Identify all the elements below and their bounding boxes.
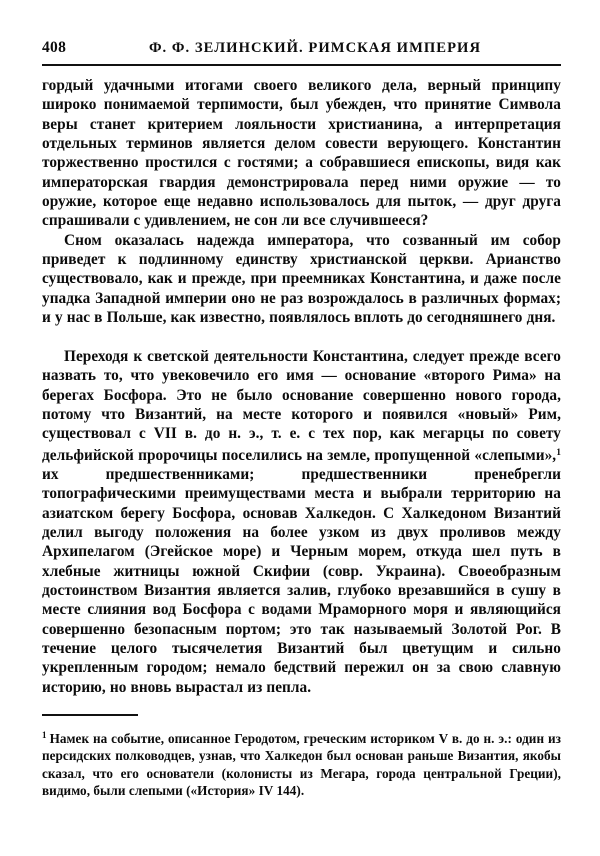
paragraph-2: Сном оказалась надежда императора, что созванный им собор приведет к подлинному единству христианской церкви. Арианство существовало, как и прежде, при преемниках Константина, и даже после упадка Западной империи оно не раз возрождалось в различных формах; и у нас в Польше, как известно, появлялось вплоть до сегодняшнего дня. [42,231,561,327]
running-title: Ф. Ф. ЗЕЛИНСКИЙ. РИМСКАЯ ИМПЕРИЯ [148,40,482,56]
header-divider-rule [42,64,561,66]
footnote-reference-1[interactable]: 1 [556,447,561,458]
running-head [42,38,560,62]
paragraph-3 [42,347,561,697]
body-text-column [42,76,561,697]
footnote-area [42,714,561,799]
paragraph-3-text-after-ref: их предшественниками; предшественники пренебрегли топографическими преимуществами места и выбрали территорию на азиатском берегу Босфора, основав Халкедон. С Халкедоном Византий делил выгоду положения на более узком из двух проливов между Архипелагом (Эгейское море) и Черным морем, откуда шел путь в хлебные житницы южной Скифии (совр. Украина). Своеобразным достоинством Византия является залив, глубоко врезавшийся в сушу в месте слияния вод Босфора с водами Мраморного моря и являющийся совершенно безопасным портом; это так называемый Золотой Рог. В течение целого тысячелетия Византий был цветущим и сильно укрепленным городом; немало бедствий пережил он за свою славную историю, но вновь вырастал из пепла. [42,465,561,696]
paragraph-1: гордый удачными итогами своего великого дела, верный принципу широко понимаемой терпимости, был убежден, что принятие Символа веры станет критерием лояльности христианина, а интерпретация отдельных терминов является делом совести верующего. Константин торжественно простился с гостями; а собравшиеся епископы, видя как императорская гвардия демонстрировала перед ними оружие — то оружие, которое еще недавно использовалось для пыток, — друг друга спрашивали с удивлением, не сон ли все случившееся? [42,77,561,230]
page-number: 408 [42,39,67,56]
paragraph-3-text-before-ref: Переходя к светской деятельности Константина, следует прежде всего назвать то, что увековечило его имя — основание «второго Рима» на берегах Босфора. Это не было основание совершенно нового города, потому что Византий, на месте которого и появился «новый» Рим, существовал с VII в. до н. э., т. е. с тех пор, как мегарцы по совету дельфийской пророчицы поселились на земле, пропущенной «слепыми», [42,347,561,464]
footnote-divider-rule [42,714,138,716]
footnote-marker-1: 1 [42,730,47,740]
footnote-1-text: Намек на событие, описанное Геродотом, греческим историком V в. до н. э.: один из персидских полководцев, узнав, что Халкедон был основан раньше Византия, якобы сказал, что его основатели (колонисты из Мегара, города центральной Греции), видимо, были слепыми («История» IV 144). [42,731,561,798]
footnote-1 [42,727,561,799]
